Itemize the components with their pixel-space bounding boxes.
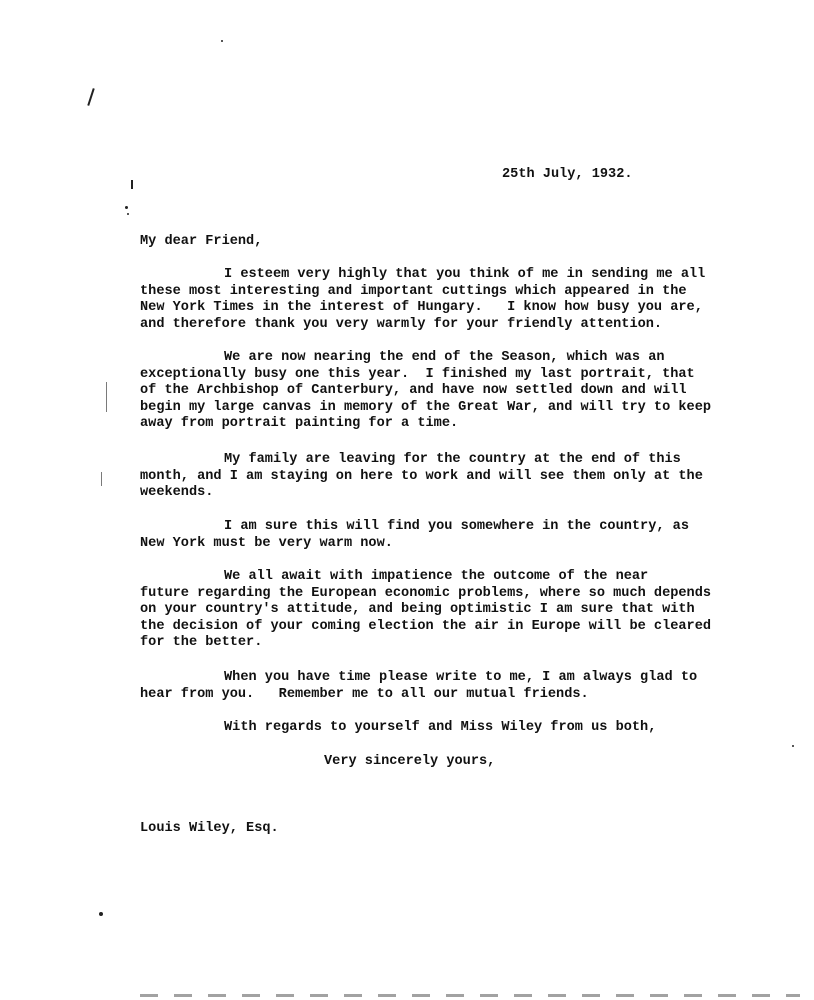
margin-speck [127, 213, 129, 215]
salutation: My dear Friend, [140, 234, 263, 249]
paragraph-5 [140, 569, 740, 652]
paragraph-line: and therefore thank you very warmly for your friendly attention. [140, 316, 663, 332]
paragraph-6 [140, 670, 740, 703]
paragraph-line: the decision of your coming election the air in Europe will be cleared [140, 618, 712, 634]
paragraph-line: With regards to yourself and Miss Wiley from us both, [224, 720, 657, 735]
margin-speck [99, 912, 103, 916]
paragraph-line: We all await with impatience the outcome of the near [224, 569, 649, 584]
paragraph-line: When you have time please write to me, I am always glad to [224, 670, 698, 685]
paragraph-line: month, and I am staying on here to work and will see them only at the [140, 468, 703, 484]
paragraph-1 [140, 267, 740, 333]
paragraph-line: exceptionally busy one this year. I finished my last portrait, that [140, 366, 695, 382]
paragraph-line: New York must be very warm now. [140, 535, 393, 551]
margin-speck [125, 206, 128, 209]
paragraph-line: of the Archbishop of Canterbury, and have now settled down and will [140, 383, 687, 399]
margin-mark [87, 88, 94, 106]
paragraph-line: We are now nearing the end of the Season, which was an [224, 350, 665, 365]
paragraph-line: I esteem very highly that you think of me in sending me all [224, 267, 706, 282]
margin-speck [221, 40, 223, 42]
paragraph-line: these most interesting and important cuttings which appeared in the [140, 283, 687, 299]
paragraph-4 [140, 519, 740, 552]
margin-mark [106, 382, 107, 412]
margin-mark [101, 472, 102, 486]
paragraph-line: weekends. [140, 485, 214, 501]
margin-speck [792, 745, 794, 747]
closing: Very sincerely yours, [324, 754, 496, 769]
paragraph-line: future regarding the European economic problems, where so much depends [140, 585, 712, 601]
paragraph-line: for the better. [140, 635, 263, 651]
margin-mark [131, 180, 133, 189]
paragraph-line: I am sure this will find you somewhere in the country, as [224, 519, 689, 534]
paragraph-7 [224, 720, 814, 737]
scan-edge-noise [140, 994, 800, 997]
paragraph-3 [140, 452, 740, 502]
letter-date: 25th July, 1932. [502, 167, 633, 182]
paragraph-line: away from portrait painting for a time. [140, 416, 459, 432]
paragraph-line: begin my large canvas in memory of the Great War, and will try to keep [140, 399, 712, 415]
paragraph-line: My family are leaving for the country at the end of this [224, 452, 681, 467]
paragraph-line: New York Times in the interest of Hungary. I know how busy you are, [140, 300, 703, 316]
paragraph-2 [140, 350, 740, 433]
addressee: Louis Wiley, Esq. [140, 821, 279, 836]
paragraph-line: on your country's attitude, and being optimistic I am sure that with [140, 602, 695, 618]
paragraph-line: hear from you. Remember me to all our mutual friends. [140, 686, 589, 702]
